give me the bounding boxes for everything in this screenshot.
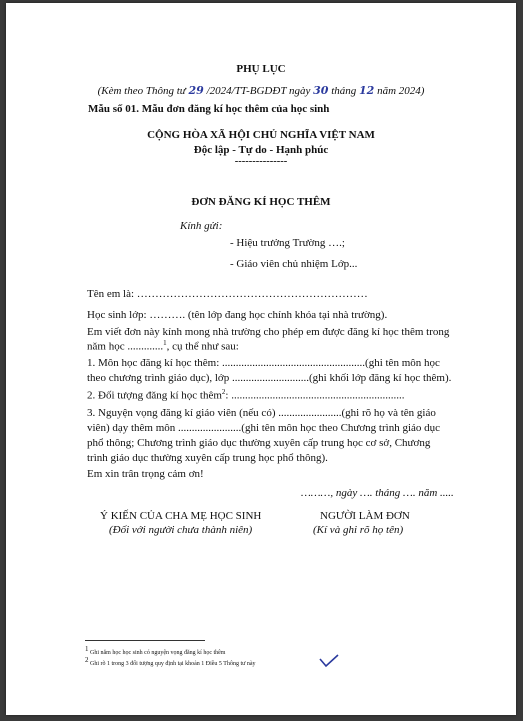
parent-opinion-title: Ý KIẾN CỦA CHA MẸ HỌC SINH — [100, 510, 262, 522]
item-1-line-1: 1. Môn học đăng kí học thêm: ....................................................(ghi tên môn học — [87, 357, 440, 369]
footnote-2 — [85, 656, 256, 667]
student-class-line: Học sinh lớp: ………. (tên lớp đang học chính khóa tại nhà trường). — [87, 309, 388, 321]
document-title: ĐƠN ĐĂNG KÍ HỌC THÊM — [191, 196, 331, 208]
applicant-note: (Kí và ghi rõ họ tên) — [313, 524, 404, 536]
footnote-2-number: 2 — [85, 656, 89, 664]
handwritten-month: 12 — [359, 84, 375, 97]
applicant-title: NGƯỜI LÀM ĐƠN — [320, 510, 410, 522]
recipient-label: Kính gửi: — [180, 220, 223, 232]
parent-opinion-note: (Đối với người chưa thành niên) — [109, 524, 253, 536]
item-3-line-4: trình giáo dục thường xuyên cấp trung học phổ thông). — [87, 452, 328, 464]
item-3-line-3: phổ thông; Chương trình giáo dục thường xuyên cấp trung học cơ sở, Chương — [87, 437, 431, 449]
initial-mark-icon — [318, 653, 340, 669]
footnote-separator — [85, 640, 205, 641]
nation-line-1: CỘNG HÒA XÃ HỘI CHỦ NGHĨA VIỆT NAM — [147, 129, 375, 141]
attach-text-1: (Kèm theo Thông tư — [97, 85, 189, 97]
footnote-ref-1: 1 — [163, 339, 167, 347]
item-2-line — [87, 388, 404, 402]
intro-line-1: Em viết đơn này kính mong nhà trường cho phép em được đăng kí học thêm trong — [87, 326, 450, 338]
appendix-title: PHỤ LỤC — [236, 63, 286, 75]
item-2-text: 2. Đối tượng đăng kí học thêm — [87, 389, 222, 402]
item-3-line-1: 3. Nguyện vọng đăng kí giáo viên (nếu có) .......................(ghi rõ họ và tên giáo — [87, 407, 436, 419]
item-1-line-2: theo chương trình giáo dục), lớp ............................(ghi khối lớp đăng kí học thêm). — [87, 372, 452, 384]
intro-text: năm học ............. — [87, 340, 164, 353]
footnote-2-text: Ghi rõ 1 trong 3 đối tượng quy định tại khoản 1 Điều 5 Thông tư này — [88, 661, 256, 667]
intro-text-end: , cụ thể như sau: — [166, 340, 239, 353]
student-name-line: Tên em là: ……………………………………………………… — [87, 288, 368, 300]
footnote-1 — [85, 645, 225, 656]
footnote-1-text: Ghi năm học học sinh có nguyện vọng đăng kí học thêm — [88, 650, 226, 656]
footnote-1-number: 1 — [85, 645, 89, 653]
attach-line — [6, 84, 516, 97]
nation-rule: --------------- — [234, 156, 288, 167]
attach-text-3: tháng — [328, 85, 359, 97]
recipient-principal: - Hiệu trưởng Trường ….; — [230, 237, 345, 249]
item-2-dots: : ............................................................... — [225, 389, 405, 402]
nation-line-2: Độc lập - Tự do - Hạnh phúc — [193, 144, 329, 156]
recipient-teacher: - Giáo viên chủ nhiệm Lớp... — [230, 258, 358, 270]
item-3-line-2: viên) dạy thêm môn .......................(ghi tên môn học theo Chương trình giáo dục — [87, 422, 441, 434]
form-label: Mẫu số 01. Mẫu đơn đăng kí học thêm của học sinh — [88, 103, 330, 115]
attach-text-4: năm 2024) — [374, 85, 425, 97]
handwritten-day: 30 — [313, 84, 329, 97]
intro-line-2 — [87, 339, 239, 353]
handwritten-number: 29 — [188, 84, 204, 97]
date-line: ………, ngày …. tháng …. năm ..... — [301, 487, 454, 499]
footnote-ref-2: 2 — [221, 388, 226, 396]
document-page — [6, 3, 516, 715]
attach-text-2: /2024/TT-BGDĐT ngày — [203, 85, 314, 97]
thanks-line: Em xin trân trọng cảm ơn! — [87, 468, 204, 480]
